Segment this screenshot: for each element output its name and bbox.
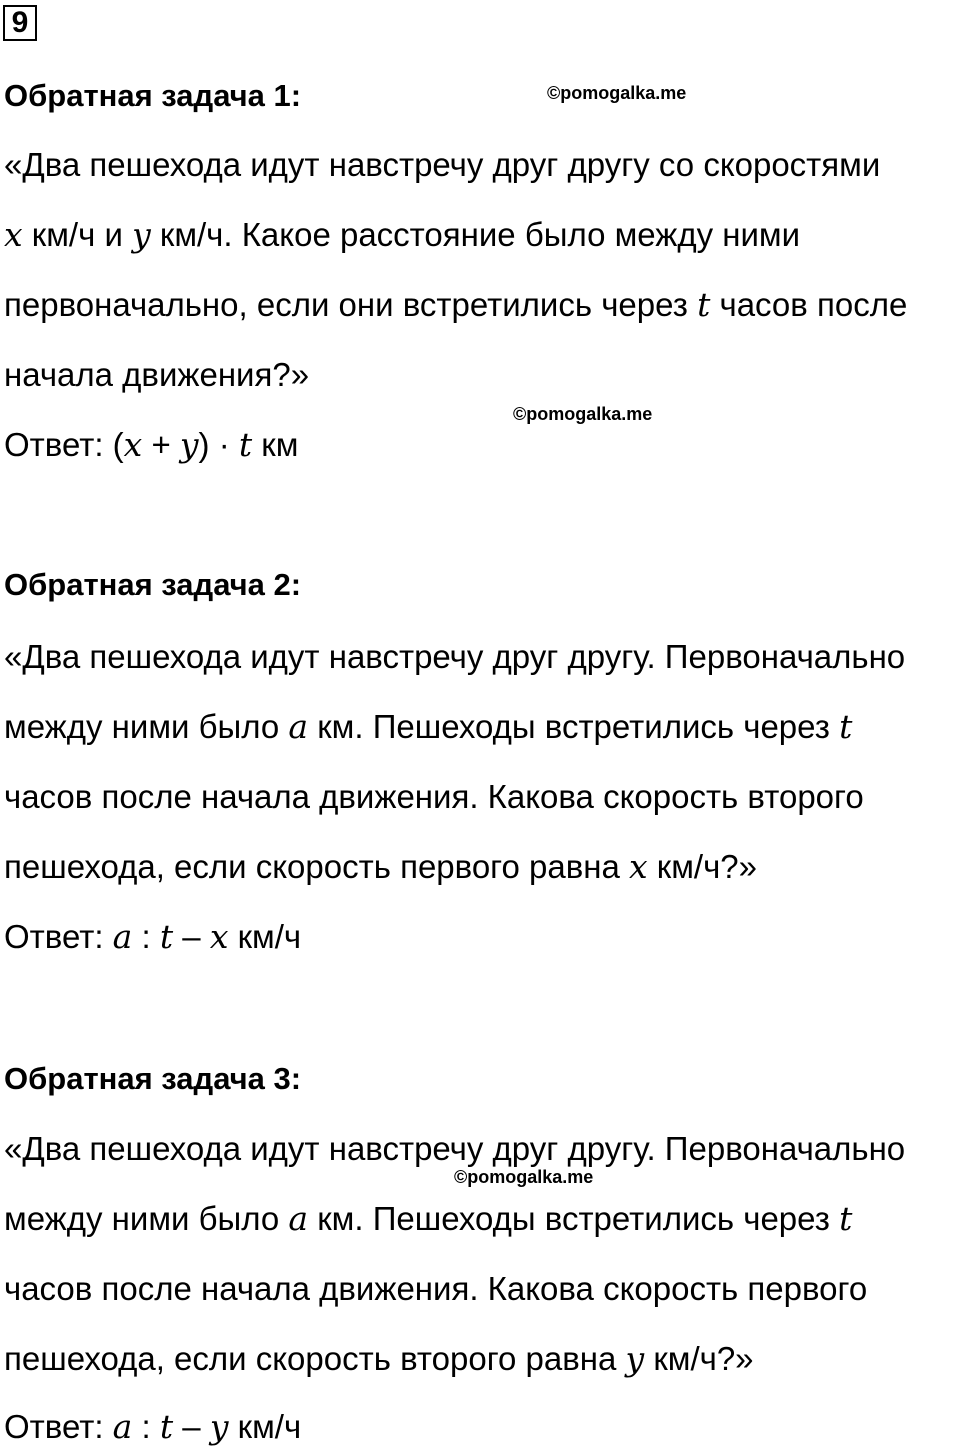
watermark: ©pomogalka.me (454, 1167, 594, 1187)
watermark: ©pomogalka.me (513, 404, 653, 424)
var-x: x (629, 847, 648, 886)
task1-line-1: «Два пешехода идут навстречу друг другу со скоростями (4, 146, 881, 183)
task2-line-3: часов после начала движения. Какова скорость второго (4, 778, 864, 815)
exercise-number: 9 (3, 5, 37, 41)
task1-title: Обратная задача 1: (4, 78, 302, 113)
answer-label: Ответ: (4, 426, 113, 463)
var-x: x (4, 215, 23, 254)
task3-line-3: часов после начала движения. Какова скорость первого (4, 1270, 868, 1307)
var-t: t (839, 1199, 853, 1238)
task1-line-4: начала движения?» (4, 356, 310, 393)
task1-line-2: x км/ч и y км/ч. Какое расстояние было между ними (4, 215, 801, 254)
var-a: a (288, 1199, 309, 1238)
task3-answer: Ответ: a : t – y км/ч (4, 1407, 302, 1446)
task2-line-2: между ними было a км. Пешеходы встретились через t (4, 707, 853, 746)
var-y: y (625, 1339, 645, 1378)
task3-line-4: пешехода, если скорость второго равна y км/ч?» (4, 1339, 754, 1378)
var-a: a (288, 707, 309, 746)
var-t: t (697, 285, 711, 324)
var-y: y (132, 215, 151, 254)
answer-label: Ответ: (4, 1408, 113, 1445)
task2-answer: Ответ: a : t – x км/ч (4, 917, 302, 956)
task2-line-1: «Два пешехода идут навстречу друг другу. Первоначально (4, 638, 906, 675)
task2-title: Обратная задача 2: (4, 567, 302, 602)
task1-line-3: первоначально, если они встретились через t часов после (4, 285, 908, 324)
var-t: t (839, 707, 853, 746)
task3-line-2: между ними было a км. Пешеходы встретились через t (4, 1199, 853, 1238)
task3-line-1: «Два пешехода идут навстречу друг другу. Первоначально (4, 1130, 906, 1167)
task1-answer: Ответ: (x + y) · t км (4, 425, 299, 464)
task2-line-4: пешехода, если скорость первого равна x км/ч?» (4, 847, 757, 886)
watermark: ©pomogalka.me (547, 83, 687, 103)
task3-title: Обратная задача 3: (4, 1061, 302, 1096)
answer-label: Ответ: (4, 918, 113, 955)
